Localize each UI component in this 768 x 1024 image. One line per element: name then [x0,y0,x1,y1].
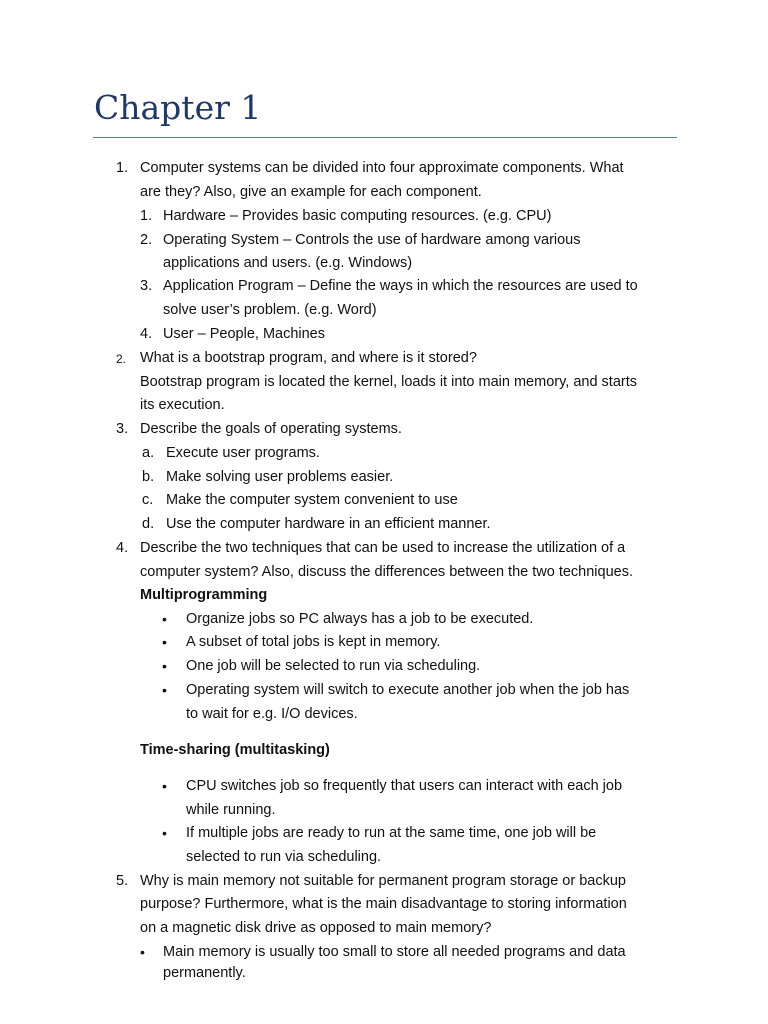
q2-answer-line-2: its execution. [140,397,225,413]
bullet-icon: • [162,658,167,674]
q1-item-number: 1. [140,208,153,224]
q3-item-letter: d. [142,516,155,532]
q5-text-line-2: purpose? Furthermore, what is the main disadvantage to storing information [140,896,627,912]
q3-item-text: Make the computer system convenient to use [166,492,458,508]
bullet-icon: • [162,825,167,841]
q3-item-letter: b. [142,469,155,485]
q5-number: 5. [116,873,129,889]
q1-item-text: solve user’s problem. (e.g. Word) [163,302,377,318]
q1-item-text: applications and users. (e.g. Windows) [163,255,413,271]
time-sharing-item: selected to run via scheduling. [186,849,382,865]
q1-item-number: 3. [140,278,153,294]
q4-number: 4. [116,540,129,556]
q1-text-line-2: are they? Also, give an example for each component. [140,184,482,200]
bullet-icon: • [162,611,167,627]
q5-text-line-3: on a magnetic disk drive as opposed to main memory? [140,920,492,936]
multiprogramming-item: Organize jobs so PC always has a job to be executed. [186,611,534,627]
time-sharing-item: while running. [186,802,276,818]
q3-number: 3. [116,421,129,437]
q2-answer-line-1: Bootstrap program is located the kernel, loads it into main memory, and starts [140,374,637,390]
multiprogramming-item: A subset of total jobs is kept in memory. [186,634,441,650]
q1-item-text: Operating System – Controls the use of hardware among various [163,232,581,248]
q1-item-number: 4. [140,326,153,342]
q2-text-line-1: What is a bootstrap program, and where is it stored? [140,350,477,366]
bullet-icon: • [162,682,167,698]
q5-answer-item: Main memory is usually too small to store all needed programs and data [163,944,626,960]
multiprogramming-heading: Multiprogramming [140,587,268,603]
q3-item-text: Execute user programs. [166,445,320,461]
q4-text-line-1: Describe the two techniques that can be used to increase the utilization of a [140,540,626,556]
q3-item-letter: a. [142,445,155,461]
q1-item-text: Application Program – Define the ways in which the resources are used to [163,278,638,294]
title-underline [93,137,677,138]
multiprogramming-item: Operating system will switch to execute another job when the job has [186,682,630,698]
multiprogramming-item: to wait for e.g. I/O devices. [186,706,358,722]
page-title: Chapter 1 [94,88,262,127]
q5-text-line-1: Why is main memory not suitable for permanent program storage or backup [140,873,626,889]
bullet-icon: • [140,944,145,960]
q1-item-text: User – People, Machines [163,326,325,342]
q3-item-text: Use the computer hardware in an efficient manner. [166,516,491,532]
q3-text: Describe the goals of operating systems. [140,421,402,437]
q4-text-line-2: computer system? Also, discuss the differences between the two techniques. [140,564,633,580]
q1-text-line-1: Computer systems can be divided into four approximate components. What [140,160,624,176]
q5-answer-item: permanently. [163,965,246,981]
bullet-icon: • [162,778,167,794]
time-sharing-item: CPU switches job so frequently that users can interact with each job [186,778,623,794]
time-sharing-heading: Time-sharing (multitasking) [140,742,330,758]
q1-item-number: 2. [140,232,153,248]
q2-number: 2. [116,352,127,366]
bullet-icon: • [162,634,167,650]
q3-item-text: Make solving user problems easier. [166,469,394,485]
q3-item-letter: c. [142,492,154,508]
q1-item-text: Hardware – Provides basic computing resources. (e.g. CPU) [163,208,552,224]
q1-number: 1. [116,160,129,176]
time-sharing-item: If multiple jobs are ready to run at the same time, one job will be [186,825,597,841]
multiprogramming-item: One job will be selected to run via scheduling. [186,658,481,674]
